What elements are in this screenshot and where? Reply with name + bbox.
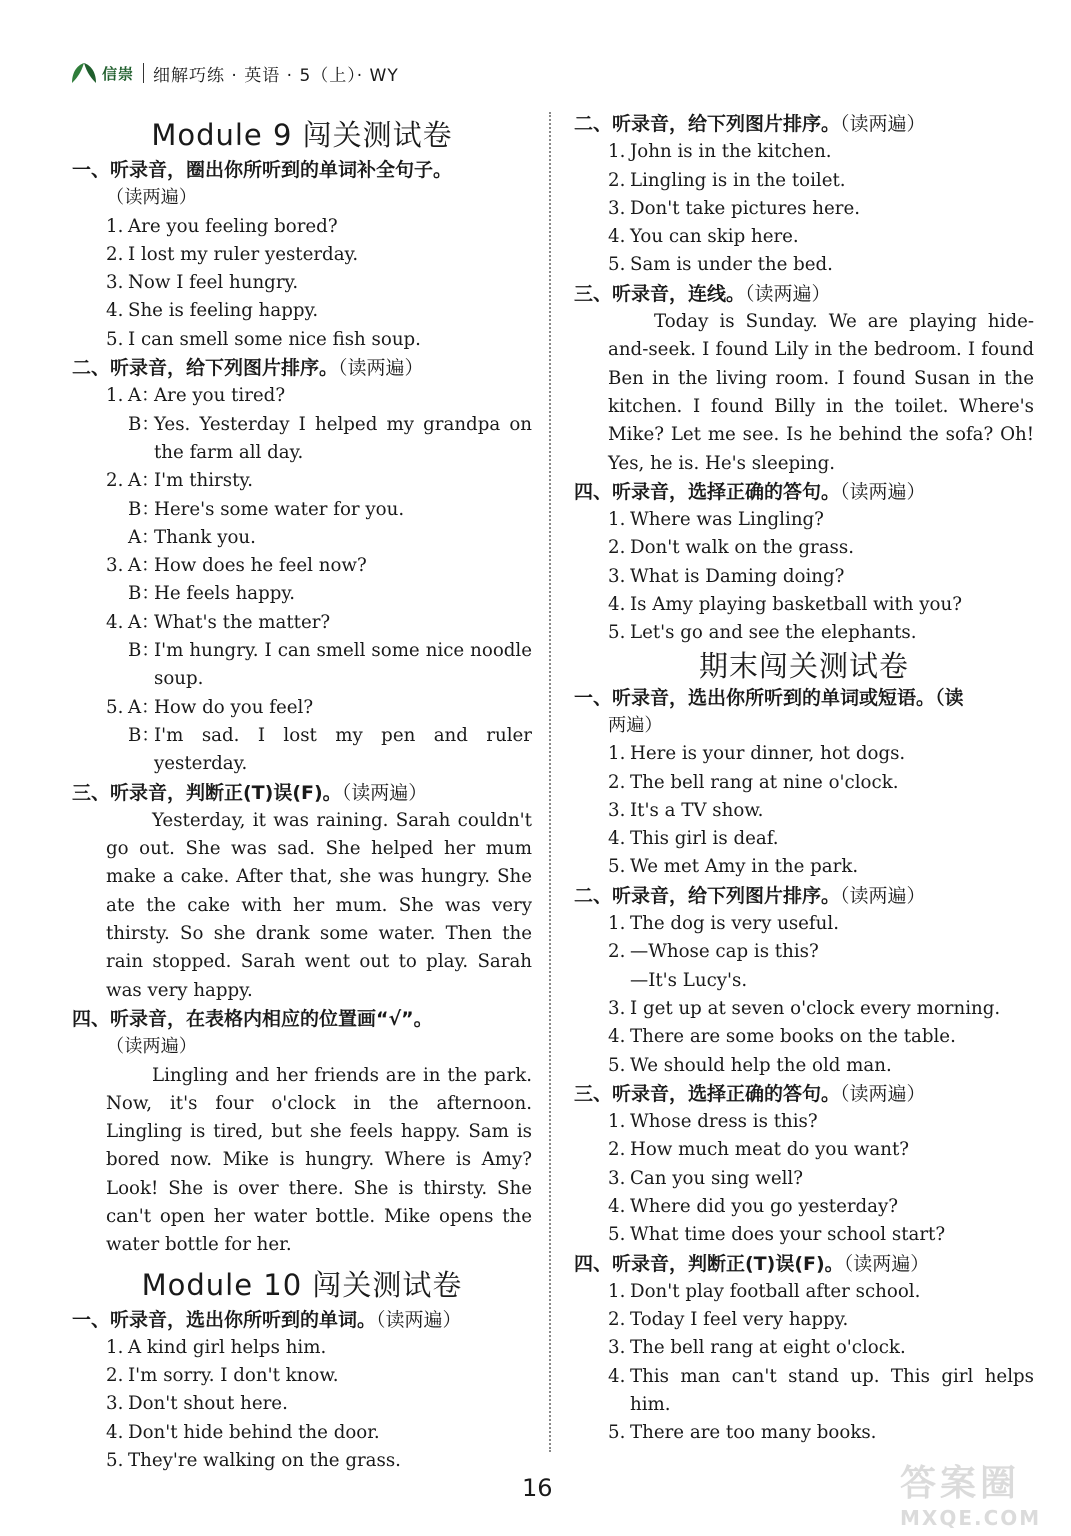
list-item: 1. Here is your dinner, hot dogs.	[608, 743, 906, 765]
list-item: —It's Lucy's.	[630, 969, 748, 991]
list-item: 3. Don't take pictures here.	[608, 197, 861, 219]
column-divider	[549, 112, 551, 1452]
m9-section-2	[72, 354, 532, 778]
list-item: 5. I can smell some nice fish soup.	[106, 328, 421, 350]
section-heading: 三、听录音，选择正确的答句。（读两遍）	[574, 1082, 926, 1105]
listening-passage: Lingling and her friends are in the park. Now, it's four o'clock in the afternoon. Lingling is tired, but she feels happy. Sam is bored now. Mike is hungry. Where is Amy? Look! She is over there. She is thirsty. She can't open her water bottle. Mike opens the water bottle for her.	[106, 1064, 532, 1256]
list-item: 4. This girl is deaf.	[608, 828, 779, 850]
list-item: 2. The bell rang at nine o'clock.	[608, 771, 899, 793]
dialogue-line: the farm all day.	[154, 441, 304, 463]
dialogue-line: B： Here's some water for you.	[128, 498, 405, 520]
section-heading: 一、听录音，选出你所听到的单词或短语。（读	[574, 686, 964, 709]
list-item: 4. This man can't stand up. This girl helps	[608, 1365, 1034, 1387]
reading-note: 两遍）	[608, 714, 663, 736]
list-item: 1. Are you feeling bored?	[106, 215, 338, 237]
dialogue-line: A： Thank you.	[128, 526, 256, 548]
header-divider	[143, 63, 144, 83]
list-item: 5. We met Amy in the park.	[608, 856, 859, 878]
reading-note: （读两遍）	[106, 1036, 197, 1058]
list-item: 4. Where did you go yesterday?	[608, 1195, 899, 1217]
page-number: 16	[522, 1474, 553, 1502]
listening-passage: Today is Sunday. We are playing hide-and-seek. I found Lily in the bedroom. I found Ben in the living room. I found Susan in the kitchen. I found Billy in the toilet. Where's Mike? Let me see. Is he behind the sofa? Oh! Yes, he is. He's sleeping.	[608, 311, 1034, 474]
list-item: 1. A kind girl helps him.	[106, 1336, 327, 1358]
dialogue-line: B： I'm sad. I lost my pen and ruler	[128, 724, 532, 746]
dialogue-line: soup.	[154, 668, 204, 690]
list-item: 5. Let's go and see the elephants.	[608, 622, 917, 644]
list-item: 3. What is Daming doing?	[608, 565, 845, 587]
list-item: 3. Can you sing well?	[608, 1167, 803, 1189]
list-item: 1. Where was Lingling?	[608, 509, 824, 531]
list-item: 4. Is Amy playing basketball with you?	[608, 594, 962, 616]
m10-section-1	[72, 1306, 532, 1476]
section-heading: 二、听录音，给下列图片排序。（读两遍）	[72, 357, 424, 380]
final-section-4	[574, 1250, 1034, 1448]
list-item: 3. The bell rang at eight o'clock.	[608, 1337, 906, 1359]
list-item: 5. Sam is under the bed.	[608, 254, 833, 276]
final-exam-title: 期末闯关测试卷	[698, 648, 909, 683]
list-item: 2. I'm sorry. I don't know.	[106, 1365, 339, 1387]
m10-section-3	[574, 280, 1034, 478]
list-item: 4. She is feeling happy.	[106, 300, 319, 322]
list-item: 5. They're walking on the grass.	[106, 1450, 401, 1472]
list-item: him.	[630, 1394, 671, 1416]
module-9-title: Module 9 闯关测试卷	[151, 118, 453, 152]
section-heading: 四、听录音，在表格内相应的位置画“√”。	[72, 1007, 433, 1030]
list-item: 2. —Whose cap is this?	[608, 941, 819, 963]
page-header	[70, 56, 470, 90]
list-item: 4. There are some books on the table.	[608, 1026, 956, 1048]
leaf-logo-icon	[70, 61, 98, 85]
dialogue-line: 4. A： What's the matter?	[106, 611, 331, 633]
dialogue-line: B： Yes. Yesterday I helped my grandpa on	[128, 413, 532, 435]
dialogue-line: 5. A： How do you feel?	[106, 696, 314, 718]
final-section-2	[574, 882, 1034, 1080]
list-item: 3. Don't shout here.	[106, 1393, 288, 1415]
list-item: 5. What time does your school start?	[608, 1224, 946, 1246]
list-item: 3. Now I feel hungry.	[106, 272, 299, 294]
list-item: 3. I get up at seven o'clock every morning.	[608, 997, 1001, 1019]
list-item: 5. We should help the old man.	[608, 1054, 892, 1076]
section-heading: 四、听录音，选择正确的答句。（读两遍）	[574, 480, 926, 503]
section-heading: 二、听录音，给下列图片排序。（读两遍）	[574, 113, 926, 135]
listening-passage: Yesterday, it was raining. Sarah couldn't go out. She was sad. She helped her mum make a cake. After that, she was hungry. She ate the cake with her mum. She was very thirsty. So she drank some water. Then the rain stopped. Sarah went out to play. Sarah was very happy.	[106, 809, 532, 1001]
section-heading: 二、听录音，给下列图片排序。（读两遍）	[574, 884, 926, 907]
section-heading: 四、听录音，判断正(T)误(F)。（读两遍）	[574, 1252, 930, 1275]
list-item: 2. Today I feel very happy.	[608, 1309, 849, 1331]
list-item: 1. Don't play football after school.	[608, 1280, 921, 1302]
list-item: 1. John is in the kitchen.	[608, 141, 832, 163]
site-watermark: 答案圈 MXQE.COM	[900, 1463, 1042, 1530]
list-item: 1. Whose dress is this?	[608, 1111, 818, 1133]
final-section-3	[574, 1080, 1034, 1250]
reading-note: （读两遍）	[106, 187, 197, 209]
section-heading: 一、听录音，圈出你所听到的单词补全句子。	[72, 159, 453, 181]
list-item: 3. It's a TV show.	[608, 799, 764, 821]
section-heading: 一、听录音，选出你所听到的单词。（读两遍）	[72, 1308, 462, 1331]
section-heading: 三、听录音，连线。（读两遍）	[574, 282, 831, 305]
dialogue-line: 1. A： Are you tired?	[106, 385, 286, 407]
m9-section-3	[72, 779, 532, 1005]
m9-section-1	[72, 156, 532, 354]
dialogue-line: 2. A： I'm thirsty.	[106, 470, 254, 492]
dialogue-line: B： I'm hungry. I can smell some nice noodle	[128, 640, 532, 662]
list-item: 4. Don't hide behind the door.	[106, 1421, 380, 1443]
book-title: 细解巧练 · 英语 · 5（上）· WY	[153, 65, 399, 86]
module-10-title: Module 10 闯关测试卷	[141, 1267, 463, 1302]
left-column	[72, 110, 532, 1475]
m10-section-4	[574, 478, 1034, 648]
list-item: 1. The dog is very useful.	[608, 913, 839, 935]
dialogue-line: yesterday.	[154, 753, 248, 775]
list-item: 2. How much meat do you want?	[608, 1139, 910, 1161]
list-item: 2. Lingling is in the toilet.	[608, 169, 846, 191]
m9-section-4	[72, 1005, 532, 1260]
m10-section-2	[574, 110, 1034, 280]
dialogue-line: B： He feels happy.	[128, 583, 296, 605]
list-item: 2. Don't walk on the grass.	[608, 537, 855, 559]
list-item: 5. There are too many books.	[608, 1422, 877, 1444]
brand-logo-text: 信崇	[102, 64, 135, 83]
right-column	[574, 110, 1034, 1448]
list-item: 4. You can skip here.	[608, 226, 799, 248]
dialogue-line: 3. A： How does he feel now?	[106, 555, 367, 577]
final-section-1	[574, 684, 1034, 882]
section-heading: 三、听录音，判断正(T)误(F)。（读两遍）	[72, 781, 428, 804]
list-item: 2. I lost my ruler yesterday.	[106, 243, 359, 265]
